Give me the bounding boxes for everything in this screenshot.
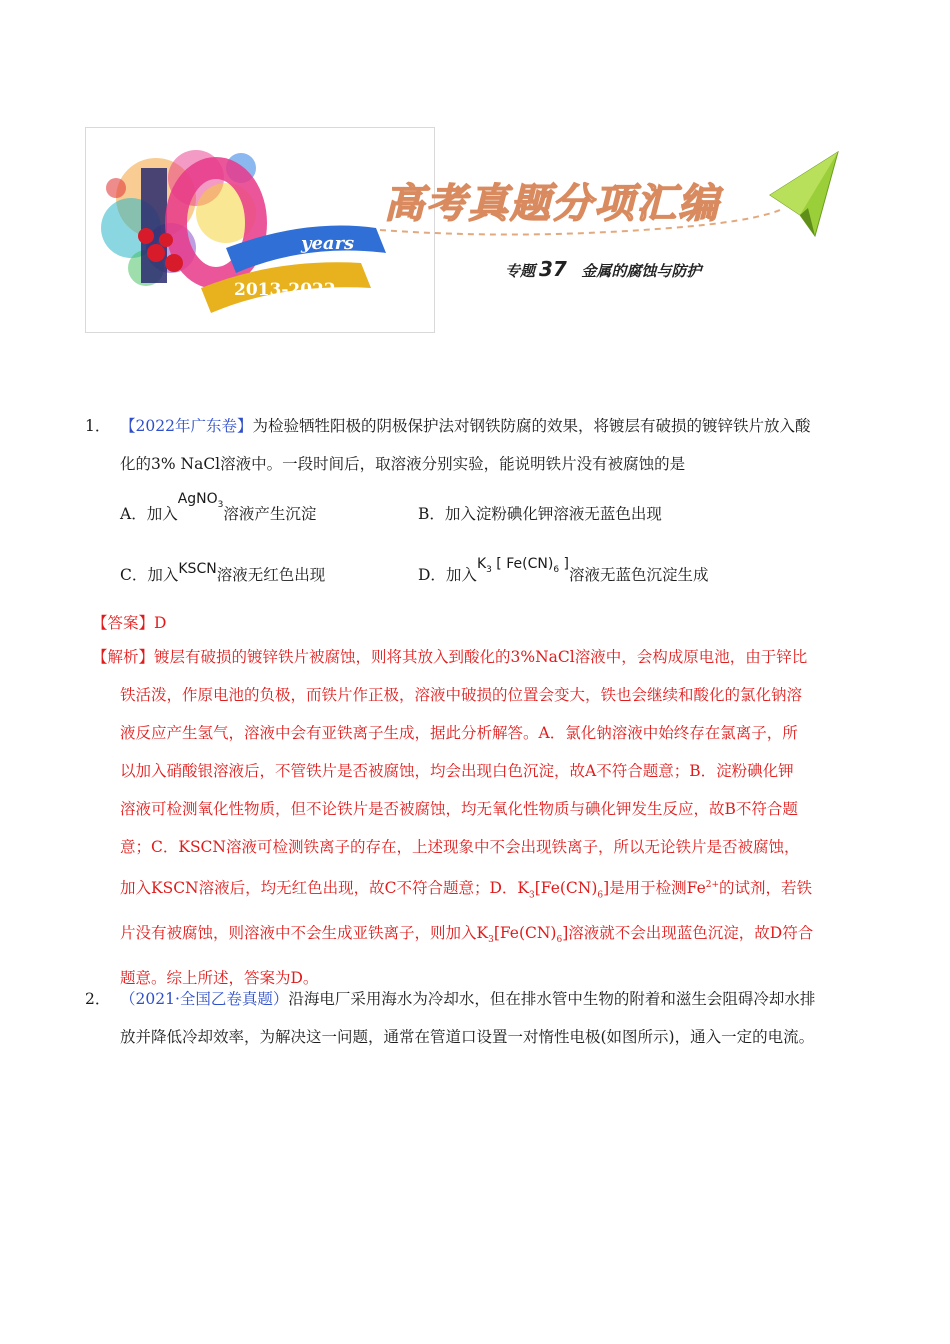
option-a-chem bbox=[177, 491, 224, 510]
option-c bbox=[120, 563, 325, 585]
analysis-line: 以加入硝酸银溶液后，不管铁片是否被腐蚀，均会出现白色沉淀，故A不符合题意；B．淀粉碘化钾 bbox=[120, 762, 794, 780]
question-text-line1: 沿海电厂采用海水为冷却水，但在排水管中生物的附着和滋生会阻碍冷却水排 bbox=[288, 990, 816, 1008]
question-text-line1: 为检验牺牲阳极的阴极保护法对钢铁防腐的效果，将镀层有破损的镀锌铁片放入酸 bbox=[252, 417, 811, 435]
option-a-chem-formula: AgNO bbox=[177, 491, 218, 507]
question-2 bbox=[85, 980, 865, 1056]
analysis-part: [Fe(CN) bbox=[493, 924, 557, 943]
analysis-part: 片没有被腐蚀，则溶液中不会生成亚铁离子，则加入K bbox=[120, 924, 489, 943]
badge-years-text: years bbox=[301, 233, 355, 254]
option-a-text: 溶液产生沉淀 bbox=[223, 505, 317, 523]
analysis-tag: 【解析】 bbox=[92, 648, 155, 666]
option-a-chem-sub: 3 bbox=[217, 499, 224, 510]
analysis-part: [Fe(CN) bbox=[534, 879, 598, 898]
analysis-block bbox=[92, 638, 867, 997]
question-number: 1． bbox=[85, 417, 111, 435]
option-b: B．加入淀粉碘化钾溶液无蓝色出现 bbox=[418, 505, 662, 523]
badge-range-text: 2013-2022 bbox=[234, 280, 336, 300]
option-c-label: C．加入 bbox=[120, 566, 179, 584]
analysis-line: 题意。综上所述，答案为D。 bbox=[120, 969, 319, 988]
answer-value: D bbox=[154, 614, 167, 632]
page-title: 高考真题分项汇编 bbox=[384, 180, 720, 227]
analysis-part: 加入KSCN溶液后，均无红色出现，故C不符合题意；D．K bbox=[120, 879, 529, 898]
subtitle-prefix: 专题 bbox=[505, 262, 536, 280]
option-a bbox=[120, 491, 317, 526]
analysis-part: ]溶液就不会出现蓝色沉淀，故D符合 bbox=[562, 924, 814, 943]
question-source: 【2022年广东卷】 bbox=[120, 417, 253, 435]
analysis-sub: 6 bbox=[556, 935, 563, 946]
question-text-line2: 化的3% NaCl溶液中。一段时间后，取溶液分别实验，能说明铁片没有被腐蚀的是 bbox=[120, 455, 686, 473]
analysis-line bbox=[120, 914, 867, 959]
analysis-part: 的试剂，若铁 bbox=[719, 879, 813, 898]
analysis-line: 液反应产生氢气，溶液中会有亚铁离子生成，据此分析解答。A．氯化钠溶液中始终存在氯离子，所 bbox=[120, 724, 798, 742]
page-subtitle bbox=[505, 257, 701, 281]
analysis-line: 意；C．KSCN溶液可检测铁离子的存在，上述现象中不会出现铁离子，所以无论铁片是否被腐蚀， bbox=[120, 838, 800, 856]
analysis-line bbox=[120, 866, 867, 914]
option-d-chem: $K_3$ [ $Fe(CN)_6$ ] bbox=[476, 556, 569, 575]
analysis-sub: 3 bbox=[529, 890, 535, 901]
question-source: （2021·全国乙卷真题） bbox=[120, 990, 289, 1008]
subtitle-topic: 金属的腐蚀与防护 bbox=[581, 262, 702, 280]
option-c-chem: KSCN bbox=[178, 561, 217, 577]
question-number: 2． bbox=[85, 990, 111, 1008]
option-a-label: A．加入 bbox=[120, 505, 178, 523]
analysis-part: ]是用于检测Fe bbox=[603, 879, 706, 898]
option-d-label: D．加入 bbox=[418, 566, 477, 584]
option-d-chem-sub: 6 bbox=[553, 564, 560, 575]
analysis-line: 镀层有破损的镀锌铁片被腐蚀，则将其放入到酸化的3%NaCl溶液中，会构成原电池，由于锌比 bbox=[154, 648, 808, 666]
option-d-chem-k-sub: 3 bbox=[486, 564, 492, 575]
analysis-line: 溶液可检测氧化性物质，但不论铁片是否被腐蚀，均无氧化性物质与碘化钾发生反应，故B不符合题 bbox=[120, 800, 798, 818]
option-c-text: 溶液无红色出现 bbox=[216, 566, 326, 584]
option-d bbox=[418, 556, 709, 587]
analysis-sub: 3 bbox=[488, 935, 494, 946]
question-text-line2: 放并降低冷却效率，为解决这一问题，通常在管道口设置一对惰性电极(如图所示)，通入一定的电流。 bbox=[120, 1028, 815, 1046]
option-d-chem-k: K bbox=[476, 556, 487, 572]
answer-line bbox=[92, 611, 166, 633]
option-d-chem-inner: Fe(CN) bbox=[506, 556, 554, 572]
subtitle-number: 37 bbox=[539, 257, 567, 281]
question-1 bbox=[85, 407, 865, 483]
analysis-line: 铁活泼，作原电池的负极，而铁片作正极，溶液中破损的位置会变大，铁也会继续和酸化的氯化钠溶 bbox=[120, 686, 803, 704]
option-d-text: 溶液无蓝色沉淀生成 bbox=[568, 566, 709, 584]
answer-tag: 【答案】 bbox=[92, 614, 155, 632]
analysis-sub: 6 bbox=[597, 890, 604, 901]
analysis-sup: 2+ bbox=[705, 880, 720, 890]
